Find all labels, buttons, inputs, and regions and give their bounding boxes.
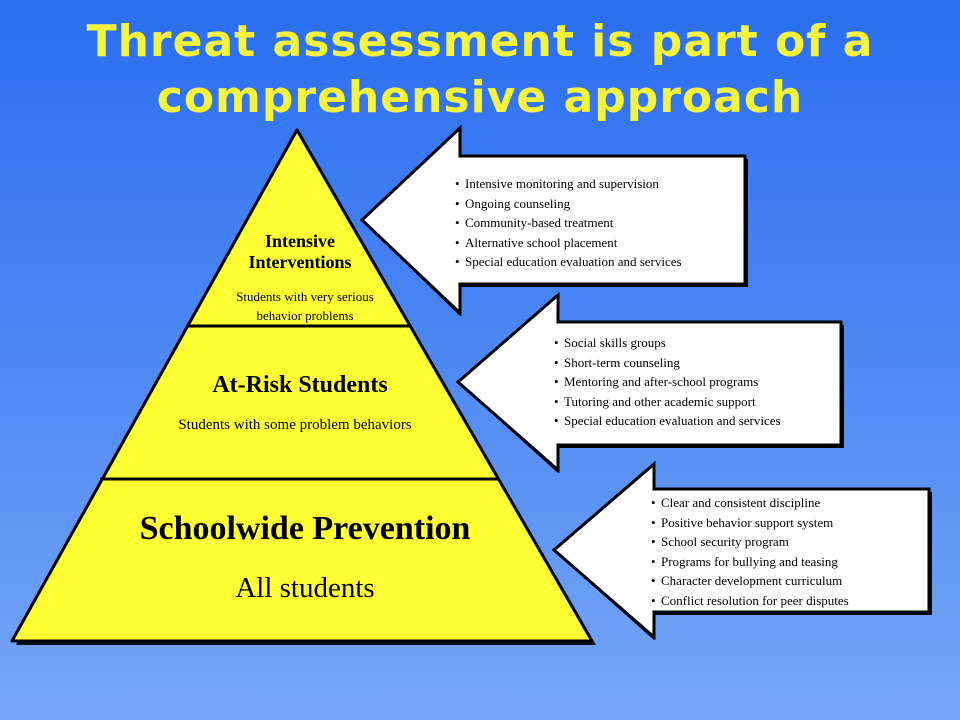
list-item: • Special education evaluation and services bbox=[455, 252, 682, 272]
list-item: • Ongoing counseling bbox=[455, 194, 682, 214]
list-item: • Clear and consistent discipline bbox=[651, 493, 849, 513]
tier-top-description-line-2: behavior problems bbox=[256, 308, 354, 323]
list-item: • Community-based treatment bbox=[455, 213, 682, 233]
callout-bottom-list bbox=[651, 493, 849, 610]
list-item: • Special education evaluation and services bbox=[554, 411, 781, 431]
tier-middle-heading: At-Risk Students bbox=[212, 372, 388, 398]
list-item: • School security program bbox=[651, 532, 849, 552]
list-item: • Mentoring and after-school programs bbox=[554, 372, 781, 392]
tier-bottom-heading: Schoolwide Prevention bbox=[139, 510, 471, 547]
list-item: • Short-term counseling bbox=[554, 353, 781, 373]
list-item: • Alternative school placement bbox=[455, 233, 682, 253]
tier-top-description bbox=[195, 287, 415, 325]
tier-top-description-line-1: Students with very serious bbox=[236, 289, 374, 304]
tier-bottom-description: All students bbox=[235, 572, 375, 604]
tier-top-heading-line-2: Interventions bbox=[248, 252, 352, 272]
title-line-2: comprehensive approach bbox=[156, 72, 804, 123]
callout-middle-list bbox=[554, 333, 781, 431]
list-item: • Social skills groups bbox=[554, 333, 781, 353]
tier-top-heading bbox=[200, 231, 400, 273]
list-item: • Positive behavior support system bbox=[651, 513, 849, 533]
list-item: • Intensive monitoring and supervision bbox=[455, 174, 682, 194]
list-item: • Character development curriculum bbox=[651, 571, 849, 591]
list-item: • Programs for bullying and teasing bbox=[651, 552, 849, 572]
title-line-1: Threat assessment is part of a bbox=[86, 16, 874, 67]
tier-top-heading-line-1: Intensive bbox=[264, 231, 335, 251]
list-item: • Conflict resolution for peer disputes bbox=[651, 591, 849, 611]
tier-middle-description: Students with some problem behaviors bbox=[178, 417, 412, 433]
callout-top-list bbox=[455, 174, 682, 272]
list-item: • Tutoring and other academic support bbox=[554, 392, 781, 412]
